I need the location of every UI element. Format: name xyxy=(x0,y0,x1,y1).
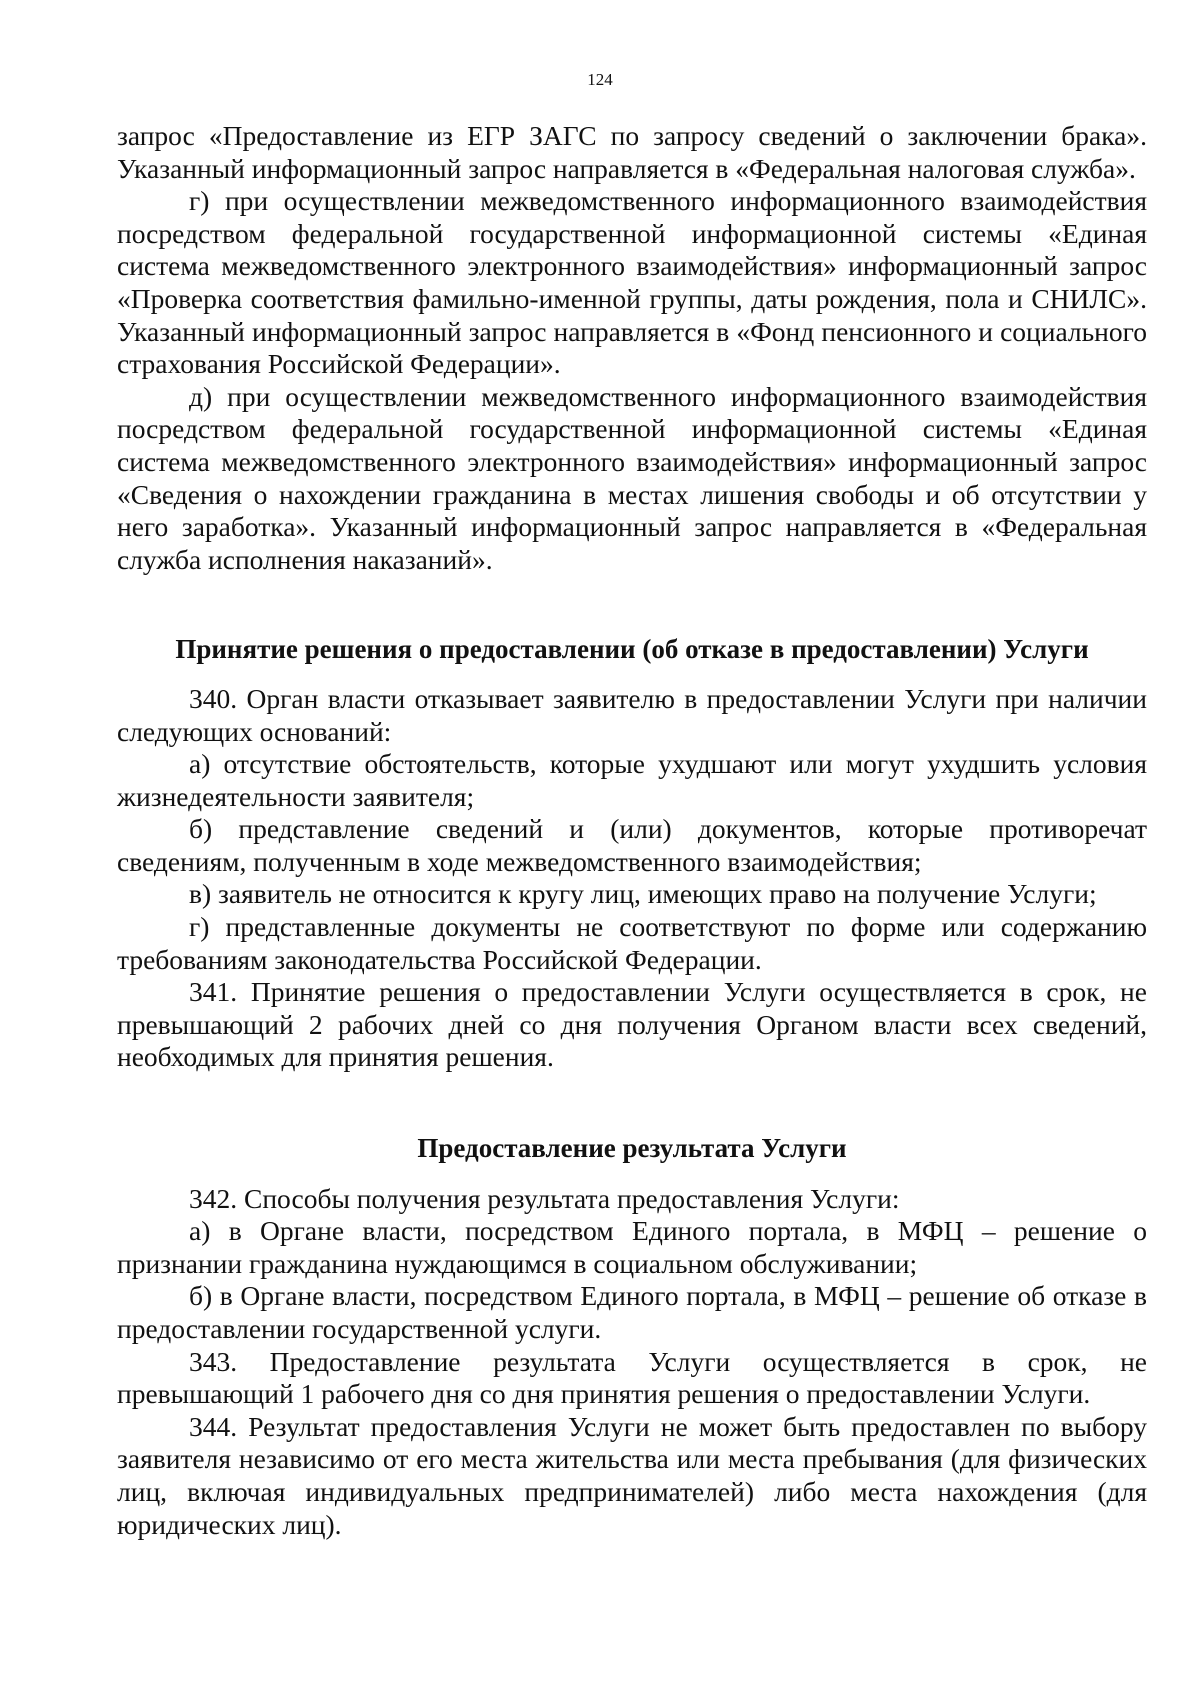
paragraph-342-a: а) в Органе власти, посредством Единого портала, в МФЦ – решение о признании гражданина нуждающимся в социальном обслуживании; xyxy=(117,1215,1147,1279)
section-heading-decision: Принятие решения о предоставлении (об отказе в предоставлении) Услуги xyxy=(175,634,1089,665)
paragraph-343: 343. Предоставление результата Услуги осуществляется в срок, не превышающий 1 рабочего дня со дня принятия решения о предоставлении Услуги. xyxy=(117,1345,1147,1410)
section-heading-result: Предоставление результата Услуги xyxy=(417,1133,847,1164)
paragraph-340-v: в) заявитель не относится к кругу лиц, имеющих право на получение Услуги; xyxy=(189,878,1097,910)
paragraph-341: 341. Принятие решения о предоставлении Услуги осуществляется в срок, не превышающий 2 рабочих дней со дня получения Органом власти всех сведений, необходимых для принятия решения. xyxy=(117,976,1147,1073)
paragraph-340-b: б) представление сведений и (или) документов, которые противоречат сведениям, полученным в ходе межведомственного взаимодействия; xyxy=(117,813,1147,877)
paragraph-340: 340. Орган власти отказывает заявителю в предоставлении Услуги при наличии следующих оснований: xyxy=(117,682,1147,747)
paragraph-344: 344. Результат предоставления Услуги не может быть предоставлен по выбору заявителя независимо от его места жительства или места пребывания (для физических лиц, включая индивидуальных предпринимателей) либо места нахождения (для юридических лиц). xyxy=(117,1410,1147,1540)
document-body xyxy=(117,120,1147,1541)
paragraph-342-b: б) в Органе власти, посредством Единого портала, в МФЦ – решение об отказе в предоставлении государственной услуги. xyxy=(117,1280,1147,1344)
paragraph-intro-d: д) при осуществлении межведомственного информационного взаимодействия посредством федеральной государственной информационной системы «Единая система межведомственного электронного взаимодействия» информационный запрос «Сведения о нахождении гражданина в местах лишения свободы и об отсутствии у него заработка». Указанный информационный запрос направляется в «Федеральная служба исполнения наказаний». xyxy=(117,380,1147,575)
paragraph-intro-g: г) при осуществлении межведомственного информационного взаимодействия посредством федеральной государственной информационной системы «Единая система межведомственного электронного взаимодействия» информационный запрос «Проверка соответствия фамильно-именной группы, даты рождения, пола и СНИЛС». Указанный информационный запрос направляется в «Фонд пенсионного и социального страхования Российской Федерации». xyxy=(117,185,1147,380)
page-number: 124 xyxy=(587,70,613,89)
paragraph-342: 342. Способы получения результата предоставления Услуги: xyxy=(189,1182,900,1214)
paragraph-340-a: а) отсутствие обстоятельств, которые ухудшают или могут ухудшить условия жизнедеятельности заявителя; xyxy=(117,748,1147,812)
paragraph-intro-continuation: запрос «Предоставление из ЕГР ЗАГС по запросу сведений о заключении брака». Указанный информационный запрос направляется в «Федеральная налоговая служба». xyxy=(117,120,1147,184)
paragraph-340-g: г) представленные документы не соответствуют по форме или содержанию требованиям законодательства Российской Федерации. xyxy=(117,911,1147,975)
